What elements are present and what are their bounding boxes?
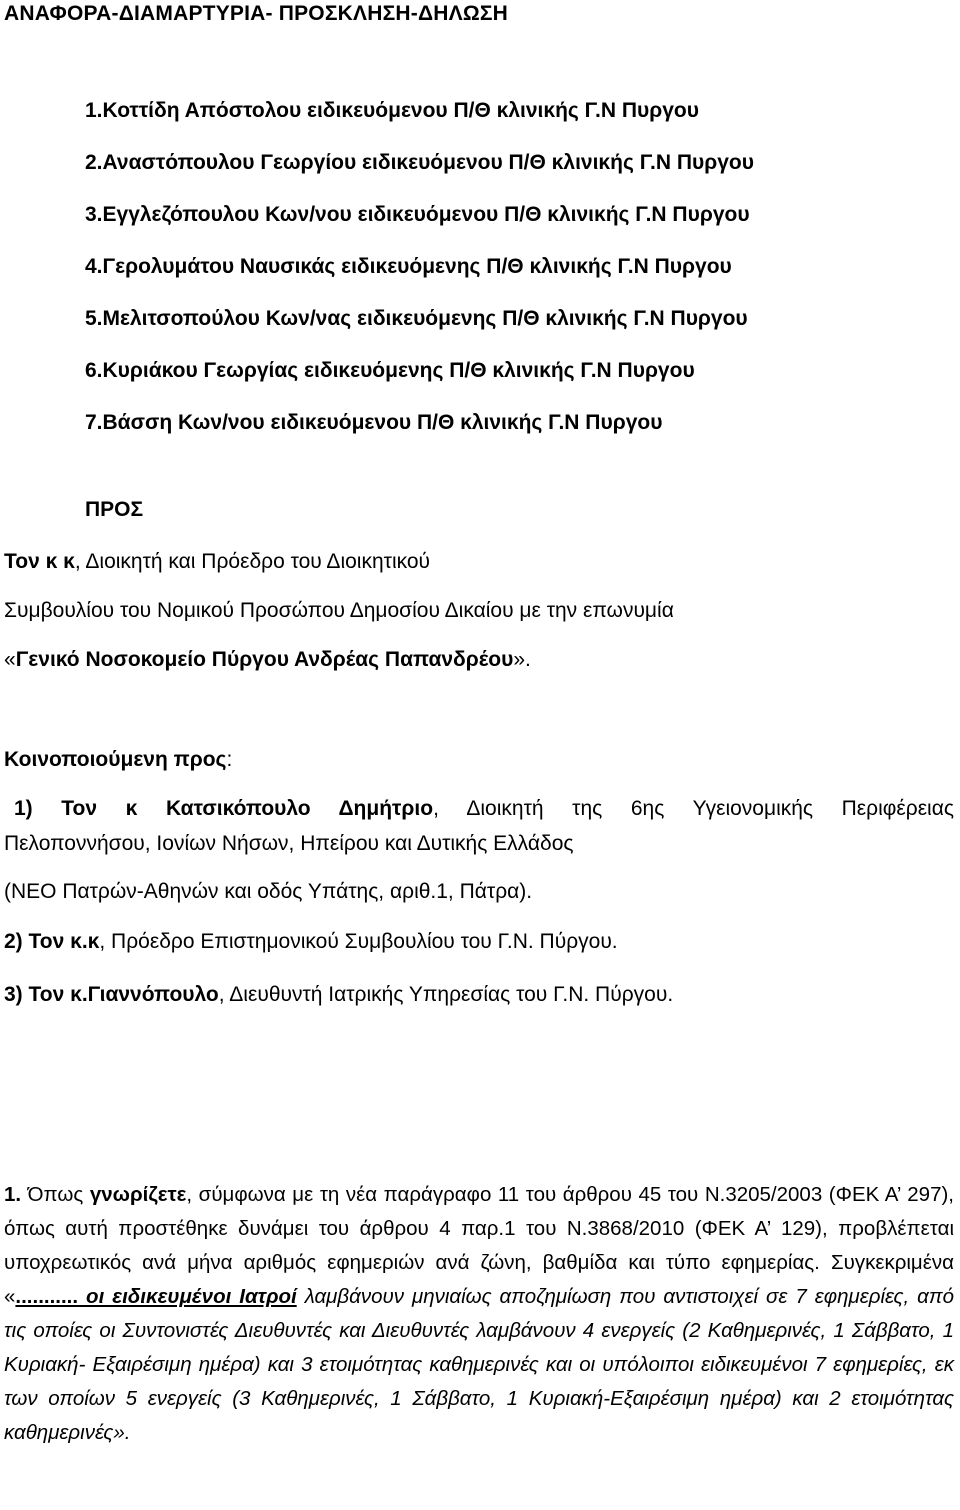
document-title: ΑΝΑΦΟΡΑ-ΔΙΑΜΑΡΤΥΡΙΑ- ΠΡΟΣΚΛΗΣΗ-ΔΗΛΩΣΗ — [4, 2, 509, 25]
cc-item-1-line-2: Πελοποννήσου, Ιονίων Νήσων, Ηπείρου και Δυτικής Ελλάδος — [4, 832, 574, 855]
cc-item-3 — [4, 983, 673, 1007]
to-title-bold: Τον κ κ — [4, 550, 75, 573]
paragraph-italic: λαμβάνουν μηνιαίως αποζημίωση που αντιστοιχεί σε 7 εφημερίες, από τις οποίες οι Συντονιστές Διευθυντές και Διευθυντές λαμβάνουν 4 ενεργείς (2 Καθημερινές, 1 Σάββατο, 1 Κυριακή- Εξαιρέσιμη ημέρα) και 3 ετοιμότητας καθημερινές και οι υπόλοιποι ειδικευμένοι 7 εφημερίες, εκ των οποίων 5 ενεργείς (3 Καθημερινές, 1 Σάββατο, 1 Κυριακή-Εξαιρέσιμη ημέρα) και 2 ετοιμότητας καθημερινές». — [4, 1285, 954, 1444]
cc-item-1-line-3: (ΝΕΟ Πατρών-Αθηνών και οδός Υπάτης, αριθ.1, Πάτρα). — [4, 880, 533, 903]
cc-item-3-rest: , Διευθυντή Ιατρικής Υπηρεσίας του Γ.Ν. Πύργου. — [218, 983, 674, 1006]
cc-item-1 — [14, 797, 954, 821]
cc-item-2-rest: , Πρόεδρο Επιστημονικού Συμβουλίου του Γ.Ν. Πύργου. — [99, 930, 618, 953]
cc-item-2-name: κ.κ — [70, 930, 100, 953]
to-line-1 — [4, 550, 430, 574]
paragraph-bold: γνωρίζετε — [89, 1183, 187, 1206]
cc-colon: : — [226, 748, 233, 771]
paragraph-dots: ........... — [15, 1285, 79, 1308]
cc-item-3-name: κ.Γιαννόπουλο — [70, 983, 219, 1006]
list-item: 4.Γερολυμάτου Ναυσικάς ειδικευόμενης Π/Θ κλινικής Γ.Ν Πυργου — [85, 255, 732, 278]
signers-list — [85, 96, 754, 460]
cc-item-2-num: 2) Τον — [4, 930, 71, 953]
hospital-name: Γενικό Νοσοκομείο Πύργου Ανδρέας Παπανδρέου — [15, 648, 514, 671]
cc-item-1-name: κ Κατσικόπουλο Δημήτριο — [125, 797, 434, 820]
quote-open: « — [4, 648, 16, 671]
list-item: 2.Αναστόπουλου Γεωργίου ειδικευόμενου Π/Θ κλινικής Γ.Ν Πυργου — [85, 151, 754, 174]
list-item: 6.Κυριάκου Γεωργίας ειδικευόμενης Π/Θ κλινικής Γ.Ν Πυργου — [85, 359, 695, 382]
to-line-2: Συμβουλίου του Νομικού Προσώπου Δημοσίου Δικαίου με την επωνυμία — [4, 599, 674, 622]
paragraph-text: , σύμφωνα με τη νέα παράγραφο 11 του άρθρου 45 του Ν.3205/2003 (ΦΕΚ Α’ 297), όπως αυτή προστέθηκε δυνάμει του άρθρου 4 παρ.1 του Ν.3868/2010 (ΦΕΚ Α’ 129), προβλέπεται υποχρεωτικός ανά μήνα αριθμός εφημεριών ανά ζώνη, βαθμίδα και τύπο εφημερίας. Συγκεκριμένα « — [4, 1183, 954, 1308]
paragraph-1 — [4, 1178, 954, 1450]
paragraph-text: Όπως — [21, 1183, 90, 1206]
to-line-3 — [4, 648, 531, 672]
list-item: 3.Εγγλεζόπουλου Κων/νου ειδικευόμενου Π/Θ κλινικής Γ.Ν Πυργου — [85, 203, 750, 226]
paragraph-number: 1. — [4, 1183, 22, 1206]
paragraph-bold-italic: οι ειδικευμένοι Ιατροί — [78, 1285, 297, 1308]
cc-item-1-rest: , Διοικητή της 6ης Υγειονομικής Περιφέρειας — [433, 797, 954, 820]
to-title-rest: , Διοικητή και Πρόεδρο του Διοικητικού — [74, 550, 431, 573]
quote-close: ». — [513, 648, 531, 671]
list-item: 5.Μελιτσοπούλου Κων/νας ειδικευόμενης Π/Θ κλινικής Γ.Ν Πυργου — [85, 307, 748, 330]
to-heading: ΠΡΟΣ — [85, 498, 144, 521]
list-item: 7.Βάσση Κων/νου ειδικευόμενου Π/Θ κλινικής Γ.Ν Πυργου — [85, 411, 663, 434]
list-item: 1.Κοττίδη Απόστολου ειδικευόμενου Π/Θ κλινικής Γ.Ν Πυργου — [85, 99, 699, 122]
cc-heading-text: Κοινοποιούμενη προς — [4, 748, 227, 771]
cc-item-1-num: 1) Τον — [14, 797, 126, 820]
cc-item-2 — [4, 930, 618, 954]
cc-heading — [4, 748, 232, 772]
cc-item-3-num: 3) Τον — [4, 983, 71, 1006]
